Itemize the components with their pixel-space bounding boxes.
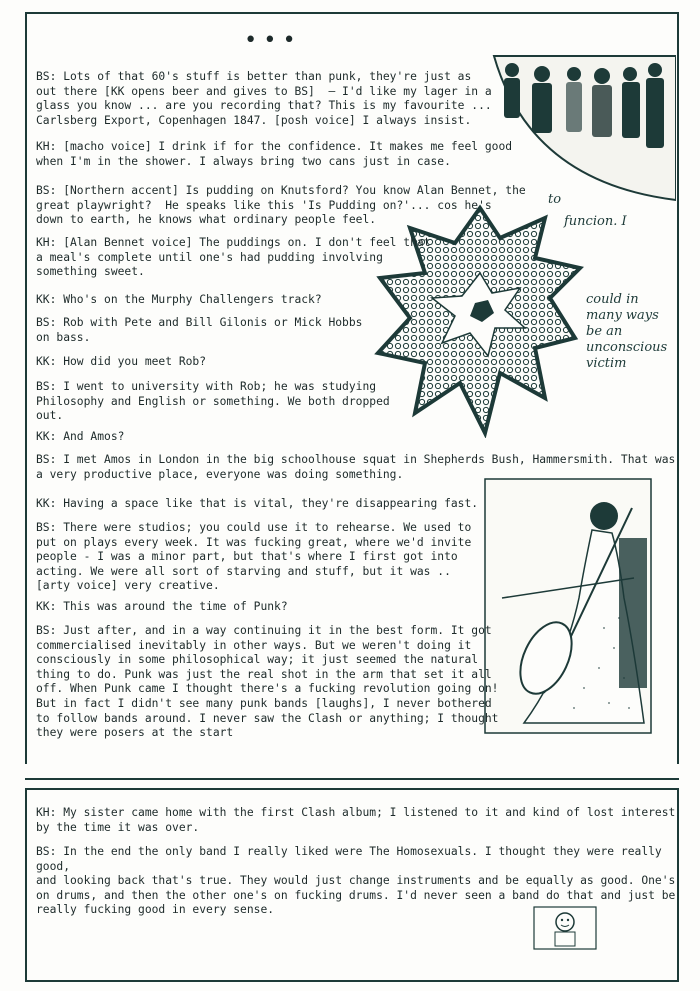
para-kh-macho-voice: KH: [macho voice] I drink if for the confidence. It makes me feel good when I'm in the shower. I always bring two cans just in case.	[36, 140, 513, 168]
cellist-illustration	[484, 478, 652, 734]
para-kk-time-of-punk: KK: This was around the time of Punk?	[36, 600, 288, 613]
para-kh-sister-clash: KH: My sister came home with the first Clash album; I listened to it and kind of lost interest by the time it was over.	[36, 806, 676, 834]
para-kk-space-vital: KK: Having a space like that is vital, they're disappearing fast.	[36, 497, 479, 510]
handwritten-note-funcion: funcion. I	[564, 214, 627, 229]
para-bs-just-after: BS: Just after, and in a way continuing it in the best form. It got commercialised inevitably in other ways. But we weren't doing it consciously in some philosophical way; it just seemed the natural thing to do. Punk was just the real shot in the arm that set it all off. When Punk came I thought there's a fucking revolution going on! But in fact I didn't see many punk bands [laughs], I never bothered to follow bands around. I never saw the Clash or anything; I thought they were posers at the start	[36, 624, 499, 740]
para-bs-homosexuals: BS: In the end the only band I really liked were The Homosexuals. I thought they were really good, and looking back that's true. They would just change instruments and be equally as good. One's on drums, and then the other one's on fucking drums. I'd never seen a band do that and just be really fucking good in every sense.	[36, 845, 676, 917]
para-kk-meet-rob: KK: How did you meet Rob?	[36, 355, 207, 368]
splat-illustration	[370, 198, 590, 438]
para-bs-studios: BS: There were studios; you could use it to rehearse. We used to put on plays every week. It was fucking great, where we'd invite people - I was a minor part, but that's where I first got into acting. We were all sort of starving and stuff, but it was .. [arty voice] very creative.	[36, 521, 472, 593]
para-bs-northern-accent: BS: [Northern accent] Is pudding on Knutsford? You know Alan Bennet, the great playwright? He speaks like this 'Is Pudding on?'... cos he's down to earth, he knows what ordinary people feel.	[36, 184, 526, 227]
para-bs-60s-stuff: BS: Lots of that 60's stuff is better than punk, they're just as out there [KK opens beer and gives to BS] — I'd like my lager in a glass you know ... are you recording that? This is my favourite ... Carlsberg Export, Copenhagen 1847. [posh voice] I always insist.	[36, 70, 492, 127]
group-photo-illustration	[490, 52, 676, 202]
para-bs-met-amos: BS: I met Amos in London in the big schoolhouse squat in Shepherds Bush, Hammersmith. That was a very productive place, everyone was doing something.	[36, 453, 676, 481]
para-bs-university: BS: I went to university with Rob; he was studying Philosophy and English or something. We both dropped out.	[36, 380, 390, 423]
para-kk-murphy-track: KK: Who's on the Murphy Challengers track?	[36, 293, 322, 306]
handwritten-note-to: to	[548, 192, 562, 207]
para-bs-rob-pete-bill: BS: Rob with Pete and Bill Gilonis or Mick Hobbs on bass.	[36, 316, 363, 344]
para-kk-and-amos: KK: And Amos?	[36, 430, 125, 443]
handwritten-note-victim: could in many ways be an unconscious victim	[586, 292, 668, 371]
ellipsis-dots: •••	[244, 28, 302, 53]
para-kh-alan-bennet: KH: [Alan Bennet voice] The puddings on. I don't feel that a meal's complete until one's had pudding involving something sweet.	[36, 236, 431, 279]
